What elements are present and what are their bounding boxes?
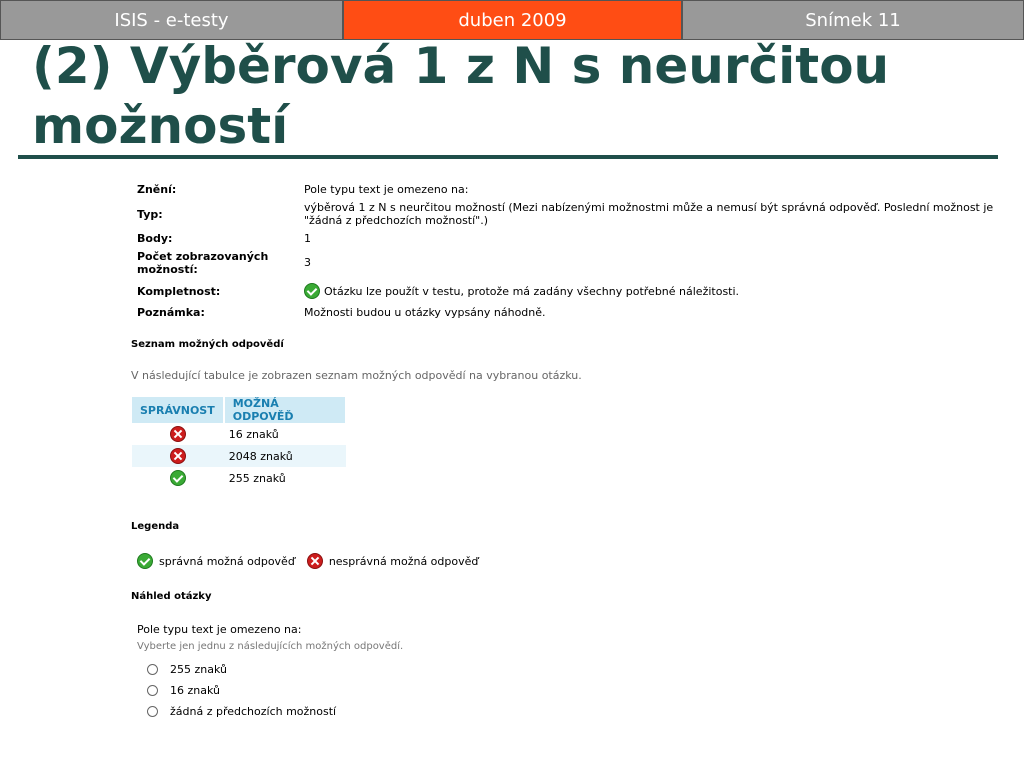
answer-text: 2048 znaků — [224, 445, 346, 467]
table-row — [132, 467, 346, 489]
zneni-label: Znění: — [137, 183, 177, 196]
pocet-label-line1: Počet zobrazovaných — [137, 250, 269, 263]
header-right: Snímek 11 — [682, 0, 1024, 40]
correct-icon — [304, 283, 320, 299]
incorrect-icon — [170, 448, 186, 464]
incorrect-icon — [307, 553, 323, 569]
typ-value-line2: "žádná z předchozích možností".) — [304, 214, 489, 227]
option-label: 255 znaků — [170, 663, 227, 676]
kompletnost-value: Otázku lze použít v testu, protože má zadány všechny potřebné náležitosti. — [324, 284, 740, 298]
answer-text: 16 znaků — [228, 427, 279, 441]
poznamka-value: Možnosti budou u otázky vypsány náhodně. — [304, 306, 546, 319]
legend-correct-label: správná možná odpověď — [159, 554, 295, 568]
preview-question: Pole typu text je omezeno na: — [137, 623, 302, 636]
header-left: ISIS - e-testy — [0, 0, 343, 40]
legend-heading: Legenda — [131, 521, 180, 532]
col-answer-header: MOŽNÁ ODPOVĚĎ — [224, 397, 346, 423]
pocet-label-line2: možností: — [137, 263, 198, 276]
body-label: Body: — [137, 232, 173, 245]
typ-label: Typ: — [137, 208, 163, 221]
incorrect-icon — [170, 426, 186, 442]
slide-header-bar — [0, 0, 1024, 40]
correct-icon — [170, 470, 186, 486]
pocet-value: 3 — [304, 256, 311, 269]
preview-option[interactable] — [147, 705, 336, 718]
preview-option[interactable] — [147, 684, 220, 697]
zneni-value: Pole typu text je omezeno na: — [304, 183, 469, 196]
answers-heading: Seznam možných odpovědí — [131, 339, 284, 350]
radio-button[interactable] — [147, 664, 158, 675]
answers-table — [132, 397, 347, 489]
table-row — [132, 423, 346, 445]
answers-table-header — [132, 397, 346, 423]
kompletnost-value-row — [304, 283, 739, 299]
body-value: 1 — [304, 232, 311, 245]
poznamka-label: Poznámka: — [137, 306, 205, 319]
answer-text: 255 znaků — [228, 471, 286, 485]
option-label: 16 znaků — [170, 684, 220, 697]
preview-heading: Náhled otázky — [131, 591, 212, 602]
preview-hint: Vyberte jen jednu z následujících možných odpovědí. — [137, 641, 404, 652]
table-row — [132, 445, 346, 467]
typ-value-line1: výběrová 1 z N s neurčitou možností (Mezi nabízenými možnostmi může a nemusí být správná odpověď. Poslední možnost je — [304, 201, 994, 214]
col-correct-header: SPRÁVNOST — [132, 397, 224, 423]
kompletnost-label: Kompletnost: — [137, 285, 221, 298]
radio-button[interactable] — [147, 685, 158, 696]
radio-button[interactable] — [147, 706, 158, 717]
slide-title: (2) Výběrová 1 z N s neurčitou možností — [32, 37, 890, 155]
correct-icon — [137, 553, 153, 569]
option-label: žádná z předchozích možností — [170, 705, 337, 718]
title-underline — [18, 155, 998, 159]
answers-description: V následující tabulce je zobrazen seznam možných odpovědí na vybranou otázku. — [131, 369, 582, 382]
preview-option[interactable] — [147, 663, 227, 676]
header-center: duben 2009 — [343, 0, 682, 40]
legend-incorrect-label: nesprávná možná odpověď — [328, 554, 479, 568]
legend — [137, 553, 490, 569]
